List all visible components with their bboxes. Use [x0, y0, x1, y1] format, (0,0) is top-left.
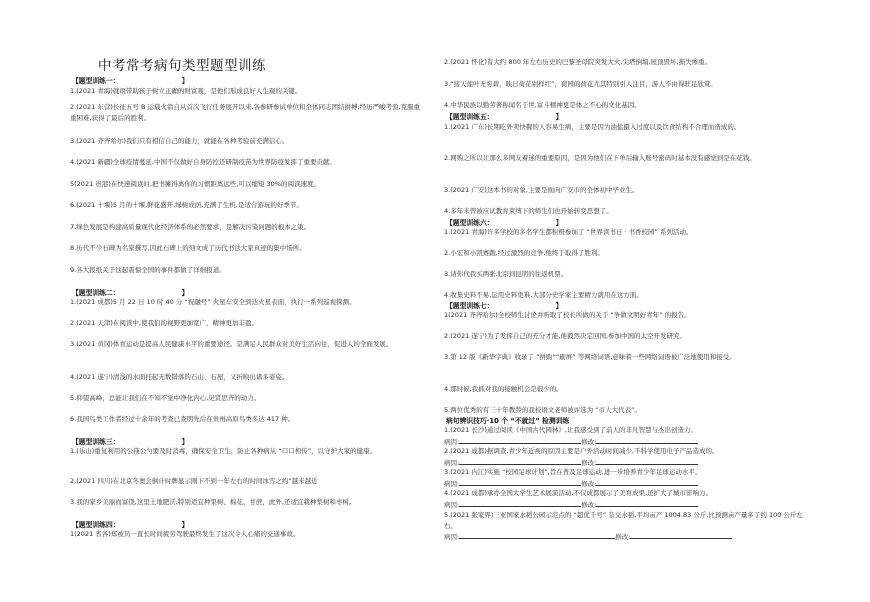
revision-label: 修改: — [581, 438, 597, 446]
section-heading — [72, 519, 188, 529]
revision-label: 修改: — [615, 533, 631, 541]
answer-blank[interactable] — [459, 531, 615, 539]
question-text: 8.历代不少石碑为名家撰写,因此石碑上的刻文成了历代书法大家真迹的集中场所。 — [70, 244, 306, 252]
section-heading — [72, 436, 188, 446]
question-item — [70, 529, 425, 540]
section-heading-label: 【题型训练五： — [446, 113, 494, 121]
section-heading-label: 【题型训练二： — [72, 289, 120, 297]
section-heading-bracket: 】 — [555, 113, 563, 121]
section-heading-label: 【题型训练六： — [446, 219, 494, 227]
question-text: 3.(2021 齐齐哈尔)我们只有相信自己的能力，就能在各种考验前充满信心。 — [70, 137, 289, 145]
answer-line — [444, 531, 806, 543]
section-heading — [446, 300, 562, 310]
question-text: 5.(2021 张家界)三亚国家水稻公园示范点的 “超优千号” 杂交水稻,平均亩产 1004.83 公斤,比预测亩产量多了约 100 公斤左右。 — [444, 511, 803, 530]
question-item — [444, 248, 806, 259]
section-heading — [446, 217, 562, 227]
question-item — [444, 488, 806, 499]
answer-blank[interactable] — [459, 499, 581, 507]
question-item — [444, 185, 806, 196]
question-item — [444, 384, 806, 395]
question-item — [444, 153, 806, 164]
question-text: 7.绿色发展是构建高质量现代化经济体系的必然要求，是解决污染问题的根本之策。 — [70, 223, 311, 231]
question-text: 1.(2021 广东)长期吃外卖快餐的人容易生病，主要是因为油盐摄入过度以及饮食结构不合理而造成的。 — [444, 123, 741, 131]
question-item — [70, 86, 425, 97]
question-text: 5.两位优秀的有三十年教龄的我校语文老师被评选为 “市人大代表”。 — [444, 406, 642, 414]
question-text: 2.(2021 东营)长征五号 B 运载火箭自从首次飞行任务展开以来,各参研参试单位和全体同志团结拼搏,经历严峻考验,克服重重困难,获得了最后的胜利。 — [70, 103, 421, 122]
question-text: 3.(2021 内江)实施 “校园足球计划”,旨在普及足球运动,进一步培养青少年足球运动水平。 — [444, 468, 702, 476]
section-heading-bracket: 】 — [181, 521, 189, 529]
question-text: 3.“接天莲叶无穷碧，映日荷花别样红”，荷园的荷花尤其特别引人注目，游人不由得驻足欣赏。 — [444, 80, 717, 88]
answer-label: 病因: — [444, 501, 460, 509]
section-heading-bracket: 】 — [181, 289, 189, 297]
answer-label: 病因: — [444, 438, 460, 446]
question-item — [70, 222, 425, 233]
answer-label: 病因: — [444, 533, 460, 541]
question-item — [70, 414, 425, 425]
question-item — [70, 339, 425, 350]
question-item — [444, 206, 806, 217]
revision-blank[interactable] — [596, 436, 698, 444]
question-item — [70, 497, 425, 508]
revision-blank[interactable] — [596, 478, 698, 486]
question-text: 4.(2021 遂宁)清浅的水面托起无数错落的石山、石屋，又折映出诸多姿姿。 — [70, 373, 289, 381]
question-text: 1(2021 齐齐哈尔)全校师生讨论并听取了校长所做的关于 “争做文明好青年” 的报告。 — [444, 311, 691, 319]
question-text: 6.我国鸟类工作者经过十余年的考查已查明先后在贵州高原鸟类多达 417 种。 — [70, 415, 295, 423]
answer-blank[interactable] — [459, 457, 581, 465]
question-item — [70, 372, 425, 383]
question-item — [444, 100, 806, 111]
question-item — [70, 136, 425, 147]
revision-label: 修改: — [581, 480, 597, 488]
answer-blank[interactable] — [459, 436, 581, 444]
question-item — [70, 265, 425, 276]
question-item — [70, 318, 425, 329]
question-text: 3.我的家乡美丽而富饶,这里土地肥沃,特别适宜种果树、棉花、甘蔗，此外,还适宜栽种梨树和枣树。 — [70, 498, 356, 506]
question-item — [444, 425, 806, 436]
section-heading-label: 【题型训练一： — [72, 77, 120, 85]
question-item — [444, 467, 806, 478]
question-text: 4.那时候,我抓对我的接触机会是很少的。 — [444, 385, 563, 393]
question-text: 4.多年来曾被应试教育束缚下的师生们也开始转变思想了。 — [444, 207, 613, 215]
question-text: 1.(2021 长沙)通过阅读《中国古代园林》,让我感受到了前人的非凡智慧与杰出创造力。 — [444, 426, 697, 434]
question-text: 1(2021 省各)郑被员一直长时间疲劳驾驶最终发生了这次令人心痛的交通事故。 — [70, 530, 300, 538]
question-text: 1.(乐山)重复利用的公筷公勺要及时消毒，确保安全卫生，防止各种病从 “口口相传”，以守护大家的健康。 — [70, 447, 377, 455]
question-text: 4.中华民族以勤劳著称闻名于世,富斗精神更是体之不心的文化基因。 — [444, 101, 641, 109]
question-item — [444, 331, 806, 342]
question-item — [444, 310, 806, 321]
question-text: 4.(2021 新疆)全球疫情蔓延,中国不仅做好自身防控还研制疫苗为世界防疫发挥了重要贡献。 — [70, 158, 336, 166]
question-item — [444, 57, 806, 68]
question-item — [444, 510, 806, 531]
question-text: 2.(2021 天津)在阅读中,使我们的视野更加宽广，精神更加丰盈。 — [70, 319, 258, 327]
question-text: 9.各大报纸关于这起震惊全国的事件都做了详细报道。 — [70, 266, 226, 274]
question-item — [444, 290, 806, 301]
section-heading — [446, 111, 562, 121]
question-text: 6.(2021 十堰)5 月的十堰,鲜花盛开,绿树成荫,充满了生机,是适合游玩的好季节。 — [70, 201, 303, 209]
question-item — [70, 297, 425, 308]
question-text: 1.(2021 青海)许多学校的多名学生都积极参加了 “世界读书日 · 书香校园” 系列活动。 — [444, 228, 693, 236]
document-title: 中考常考病句类型题型训练 — [98, 58, 266, 74]
section-heading-bracket: 】 — [555, 302, 563, 310]
question-item — [70, 243, 425, 254]
section-heading — [72, 287, 188, 297]
question-item — [444, 269, 806, 280]
revision-blank[interactable] — [596, 457, 698, 465]
question-text: 2.网购之所以让那么多网友着迷的重要原因，是因为他们在下单后输入账号密码时基本没有感觉到是在花钱。 — [444, 154, 756, 162]
question-text: 2.小宏和小凯赛跑,经过激烈的竞争,他终于取得了胜利。 — [444, 249, 604, 257]
answer-label: 病因: — [444, 459, 460, 467]
question-text: 4.收集史料不易,运用史料更难,大部分史学家主要精力就用在这方面。 — [444, 291, 643, 299]
question-text: 2.(2021 四川)在北京冬奥会倒计时牌显示刚下不到一年左右的时间冰雪之约”越来越近 — [70, 477, 318, 485]
question-item — [444, 122, 806, 133]
section-heading — [446, 415, 569, 425]
question-text: 4.(2021 成都)承办全国大学生艺术展演活动,不仅成都展示了美育成果,还扩大了城市影响力。 — [444, 489, 713, 497]
question-text: 2.(2021 成都)据调查,青少年近视的原因主要是户外活动时间减少,不科学使用电子产品造成的。 — [444, 447, 719, 455]
question-text: 3.请你代我买两张北京到昆明的往返机票。 — [444, 270, 568, 278]
question-text: 3.第 12 版《新华字典》收录了 “拼购”“刷屏” 等网络词语,意味着一些网络词语被广泛地使用和接受。 — [444, 353, 736, 361]
answer-blank[interactable] — [459, 478, 581, 486]
section-heading-bracket: 】 — [181, 77, 189, 85]
answer-label: 病因: — [444, 480, 460, 488]
question-text: 5.仰望高峰，总能让我们在不知不觉中净化内心,见贤思齐的动力。 — [70, 394, 261, 402]
section-heading-label: 【题型训练四： — [72, 521, 120, 529]
question-item — [70, 446, 425, 457]
question-text: 3.(2021 广安)这本书的对象,主要是面向广安市的全体初中毕业生。 — [444, 186, 639, 194]
question-text: 1.(2021 青海)就语带助孩子树立正确的财富观，是他们形成良好人生观的关键。 — [70, 87, 302, 95]
section-heading-label: 病句辨识技巧·10 个 “不就过” 检测训练 — [446, 417, 570, 425]
answer-line — [444, 499, 806, 511]
revision-label: 修改: — [581, 501, 597, 509]
question-text: 2.(2021 怀化)有大约 800 年左右历史的巴黎圣母院突发大火,尖塔倒塌,屋顶毁坏,损失惨重。 — [444, 58, 712, 66]
question-item — [444, 446, 806, 457]
question-item — [70, 102, 425, 123]
section-heading-label: 【题型训练三： — [72, 438, 120, 446]
section-heading-bracket: 】 — [181, 438, 189, 446]
revision-label: 修改: — [581, 459, 597, 467]
question-item — [70, 200, 425, 211]
question-item — [444, 79, 806, 90]
question-item — [70, 476, 425, 487]
question-item — [70, 157, 425, 168]
section-heading-bracket: 】 — [555, 219, 563, 227]
question-text: 2.(2021 遂宁)为了发挥自己的充分才能,他毅然决定回国,参加中国的太空开发研究。 — [444, 332, 687, 340]
question-item — [70, 393, 425, 404]
question-text: 1.(2021 成都)5 月 22 日 10 时 40 分 “祝融号” 火星车安全到达火星表面，执行一系列巡视探测。 — [70, 298, 356, 306]
revision-blank[interactable] — [630, 531, 732, 539]
question-item — [444, 227, 806, 238]
revision-blank[interactable] — [596, 499, 698, 507]
section-heading-label: 【题型训练七： — [446, 302, 494, 310]
question-text: 3.(2021 黄冈)体育运动是提高人民健康水平的重要途径。是满足人民群众对美好生活向往，促进人的全面发展。 — [70, 340, 393, 348]
section-heading — [72, 75, 188, 85]
question-item — [70, 179, 425, 190]
question-item — [444, 352, 806, 363]
question-text: 5(2021 贵港)在快速阅读时,把书摊得离你的习惯距离远些,可以缩短 30%的阅读速度。 — [70, 180, 320, 188]
question-item — [444, 405, 806, 416]
